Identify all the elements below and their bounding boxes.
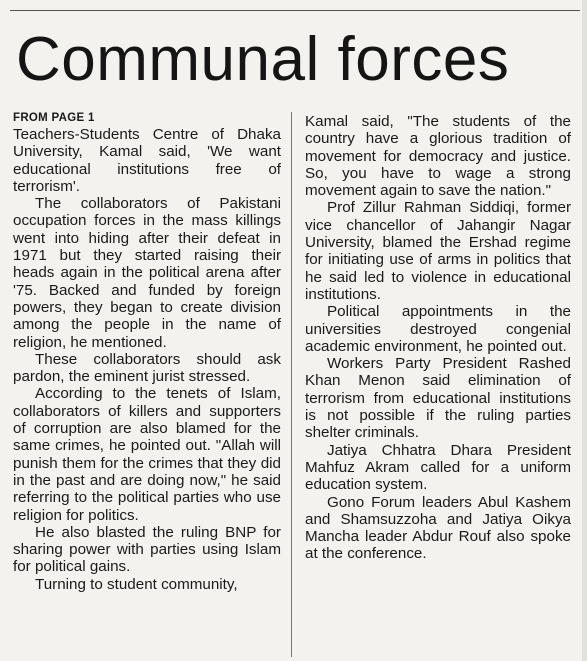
paragraph: Jatiya Chhatra Dhara President Mahfuz Akram called for a uniform education system.	[305, 441, 571, 494]
paragraph: He also blasted the ruling BNP for sharing power with parties using Islam for political gains.	[13, 523, 281, 576]
paragraph: Political appointments in the universities destroyed congenial academic environment, he pointed out.	[305, 303, 571, 355]
top-rule	[10, 0, 580, 11]
paragraph: According to the tenets of Islam, collaborators of killers and supporters of corruption are also blamed for the same crimes, he pointed out. "Allah will punish them for the crimes that they did in the past and are doing now," he said referring to the political parties who use religion for politics.	[13, 385, 281, 524]
jump-label: FROM PAGE 1	[13, 112, 95, 124]
paragraph: These collaborators should ask pardon, the eminent jurist stressed.	[13, 350, 281, 386]
headline: Communal forces	[16, 25, 510, 94]
paragraph: Prof Zillur Rahman Siddiqi, former vice chancellor of Jahangir Nagar University, blamed the Ershad regime for initiating use of arms in politics that he said led to violence in educational institutions.	[305, 199, 571, 303]
paragraph: Teachers-Students Centre of Dhaka University, Kamal said, 'We want educational institutions free of terrorism'.	[13, 126, 281, 195]
column-divider	[291, 112, 292, 657]
paragraph: Turning to student community,	[35, 575, 238, 593]
paragraph: Gono Forum leaders Abul Kashem and Shamsuzzoha and Jatiya Oikya Mancha leader Abdur Rouf also spoke at the conference.	[305, 493, 571, 563]
paragraph: The collaborators of Pakistani occupation forces in the mass killings went into hiding after their defeat in 1971 but they started raising their heads again in the political arena after '75. Backed and funded by foreign powers, they began to create division among the people in the name of religion, he mentioned.	[13, 195, 281, 351]
page-edge	[582, 0, 587, 661]
left-column	[13, 112, 281, 657]
paragraph: Workers Party President Rashed Khan Menon said elimination of terrorism from educational institutions is not possible if the ruling parties shelter criminals.	[305, 355, 571, 442]
right-column	[305, 113, 571, 658]
paragraph: Kamal said, "The students of the country have a glorious tradition of movement for democracy and justice. So, you have to wage a strong movement again to save the nation."	[305, 113, 571, 200]
